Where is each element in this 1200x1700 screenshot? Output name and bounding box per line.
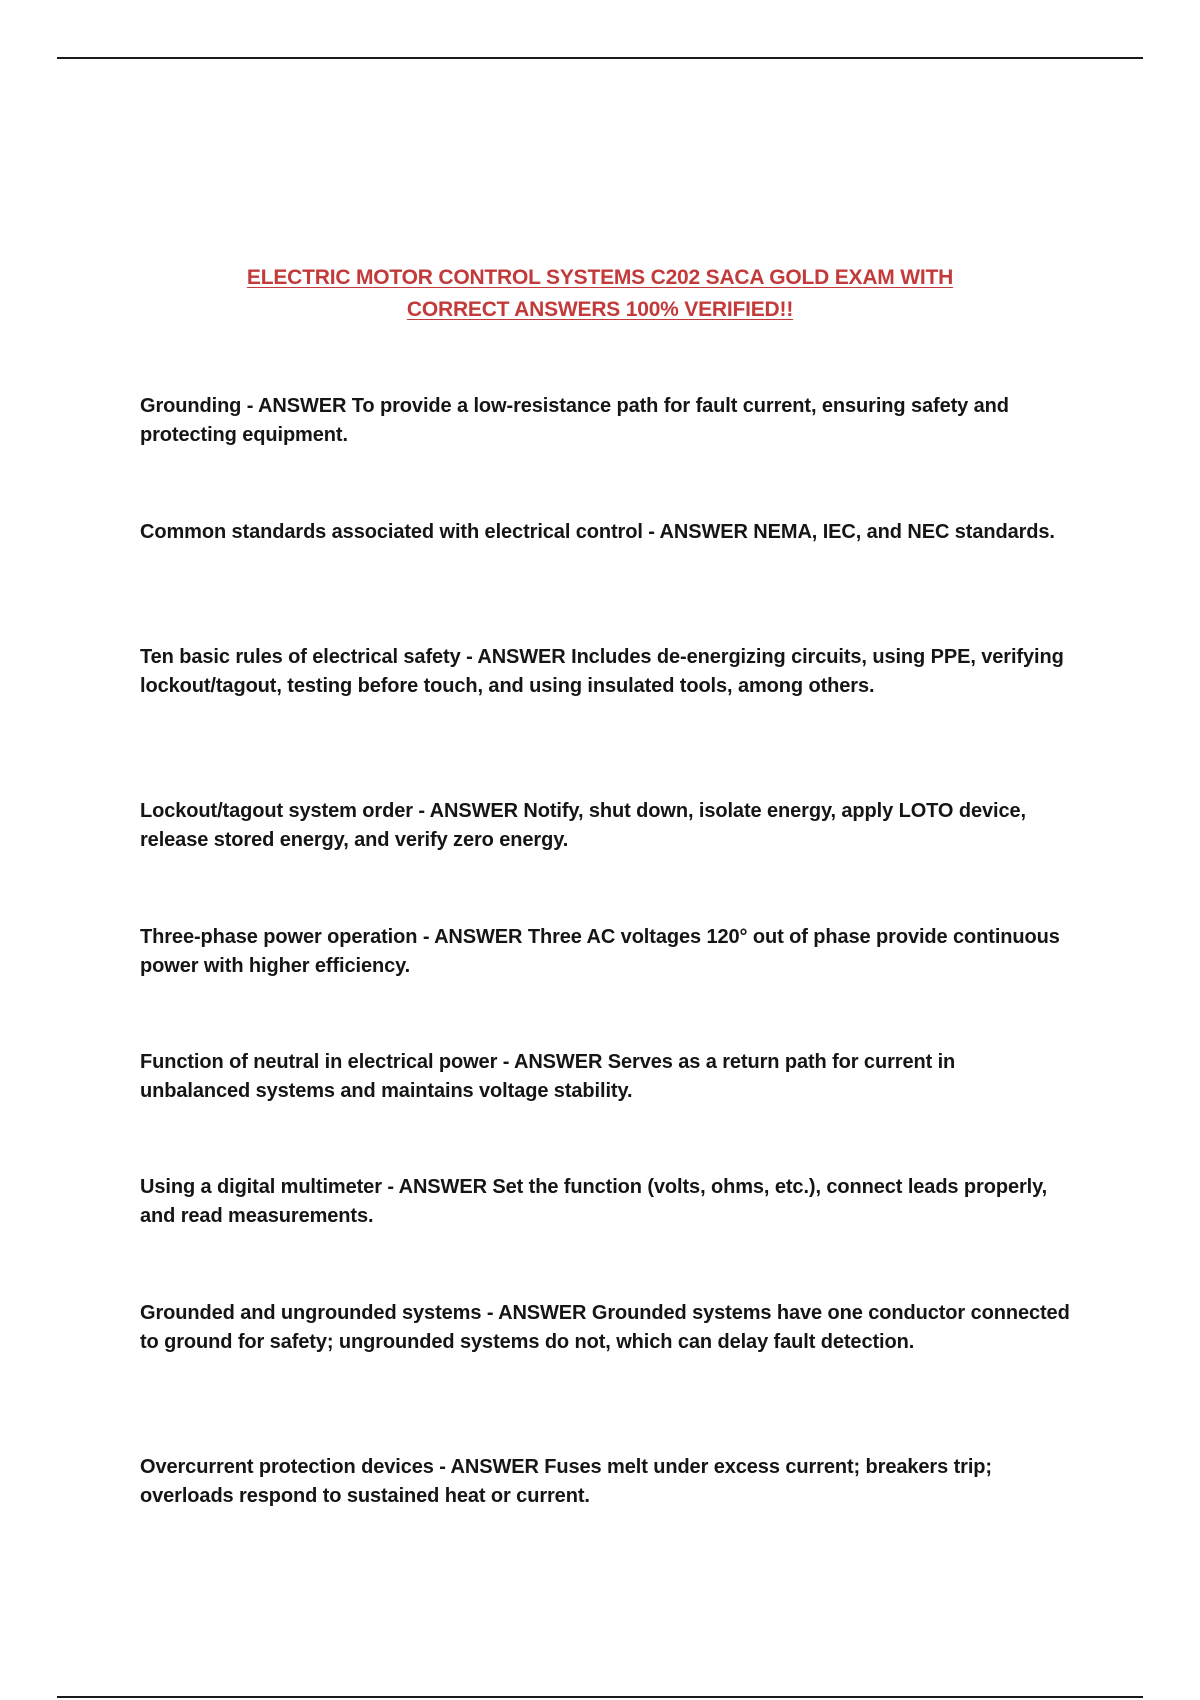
qa-separator: - ANSWER <box>481 1302 592 1324</box>
qa-item-multimeter <box>140 1173 1070 1231</box>
qa-answer: NEMA, IEC, and NEC standards. <box>753 521 1055 543</box>
title-line-1: ELECTRIC MOTOR CONTROL SYSTEMS C202 SACA GOLD EXAM WITH <box>246 266 954 289</box>
qa-item-three-phase <box>140 923 1070 981</box>
qa-separator: - ANSWER <box>381 1176 493 1198</box>
qa-item-overcurrent <box>140 1453 1070 1511</box>
qa-term: Lockout/tagout system order <box>140 800 413 822</box>
qa-term: Overcurrent protection devices <box>140 1456 434 1478</box>
qa-term: Grounding <box>140 395 242 417</box>
qa-answer: Three AC voltages 120° out of phase provide continuous power with higher efficiency. <box>140 926 1060 977</box>
document-title <box>120 262 1080 326</box>
qa-answer: Grounded systems have one conductor connected to ground for safety; ungrounded systems do not, which can delay fault detection. <box>140 1302 1070 1353</box>
qa-separator: - ANSWER <box>417 926 528 948</box>
qa-answer: To provide a low-resistance path for fault current, ensuring safety and protecting equipment. <box>140 395 1009 446</box>
qa-term: Function of neutral in electrical power <box>140 1051 498 1073</box>
qa-item-grounded-systems <box>140 1299 1070 1357</box>
qa-term: Ten basic rules of electrical safety <box>140 646 461 668</box>
qa-item-grounding <box>140 392 1070 450</box>
qa-term: Common standards associated with electrical control <box>140 521 643 543</box>
qa-term: Grounded and ungrounded systems <box>140 1302 482 1324</box>
bottom-rule <box>57 1696 1143 1698</box>
qa-answer: Set the function (volts, ohms, etc.), connect leads properly, and read measurements. <box>140 1176 1048 1227</box>
qa-separator: - ANSWER <box>241 395 352 417</box>
qa-item-safety-rules <box>140 643 1070 701</box>
qa-answer: Notify, shut down, isolate energy, apply LOTO device, release stored energy, and verify zero energy. <box>140 800 1026 851</box>
qa-answer: Fuses melt under excess current; breakers trip; overloads respond to sustained heat or current. <box>140 1456 992 1507</box>
qa-item-standards <box>140 518 1070 547</box>
qa-item-neutral <box>140 1048 1070 1106</box>
qa-separator: - ANSWER <box>497 1051 608 1073</box>
qa-separator: - ANSWER <box>433 1456 545 1478</box>
qa-separator: - ANSWER <box>642 521 754 543</box>
qa-term: Three-phase power operation <box>140 926 418 948</box>
top-rule <box>57 57 1143 59</box>
qa-answer: Includes de-energizing circuits, using PPE, verifying lockout/tagout, testing before touch, and using insulated tools, among others. <box>140 646 1064 697</box>
qa-answer: Serves as a return path for current in unbalanced systems and maintains voltage stability. <box>140 1051 956 1102</box>
qa-separator: - ANSWER <box>460 646 572 668</box>
title-line-2: CORRECT ANSWERS 100% VERIFIED!! <box>406 298 794 321</box>
qa-term: Using a digital multimeter <box>140 1176 382 1198</box>
qa-item-lockout <box>140 797 1070 855</box>
qa-separator: - ANSWER <box>412 800 524 822</box>
